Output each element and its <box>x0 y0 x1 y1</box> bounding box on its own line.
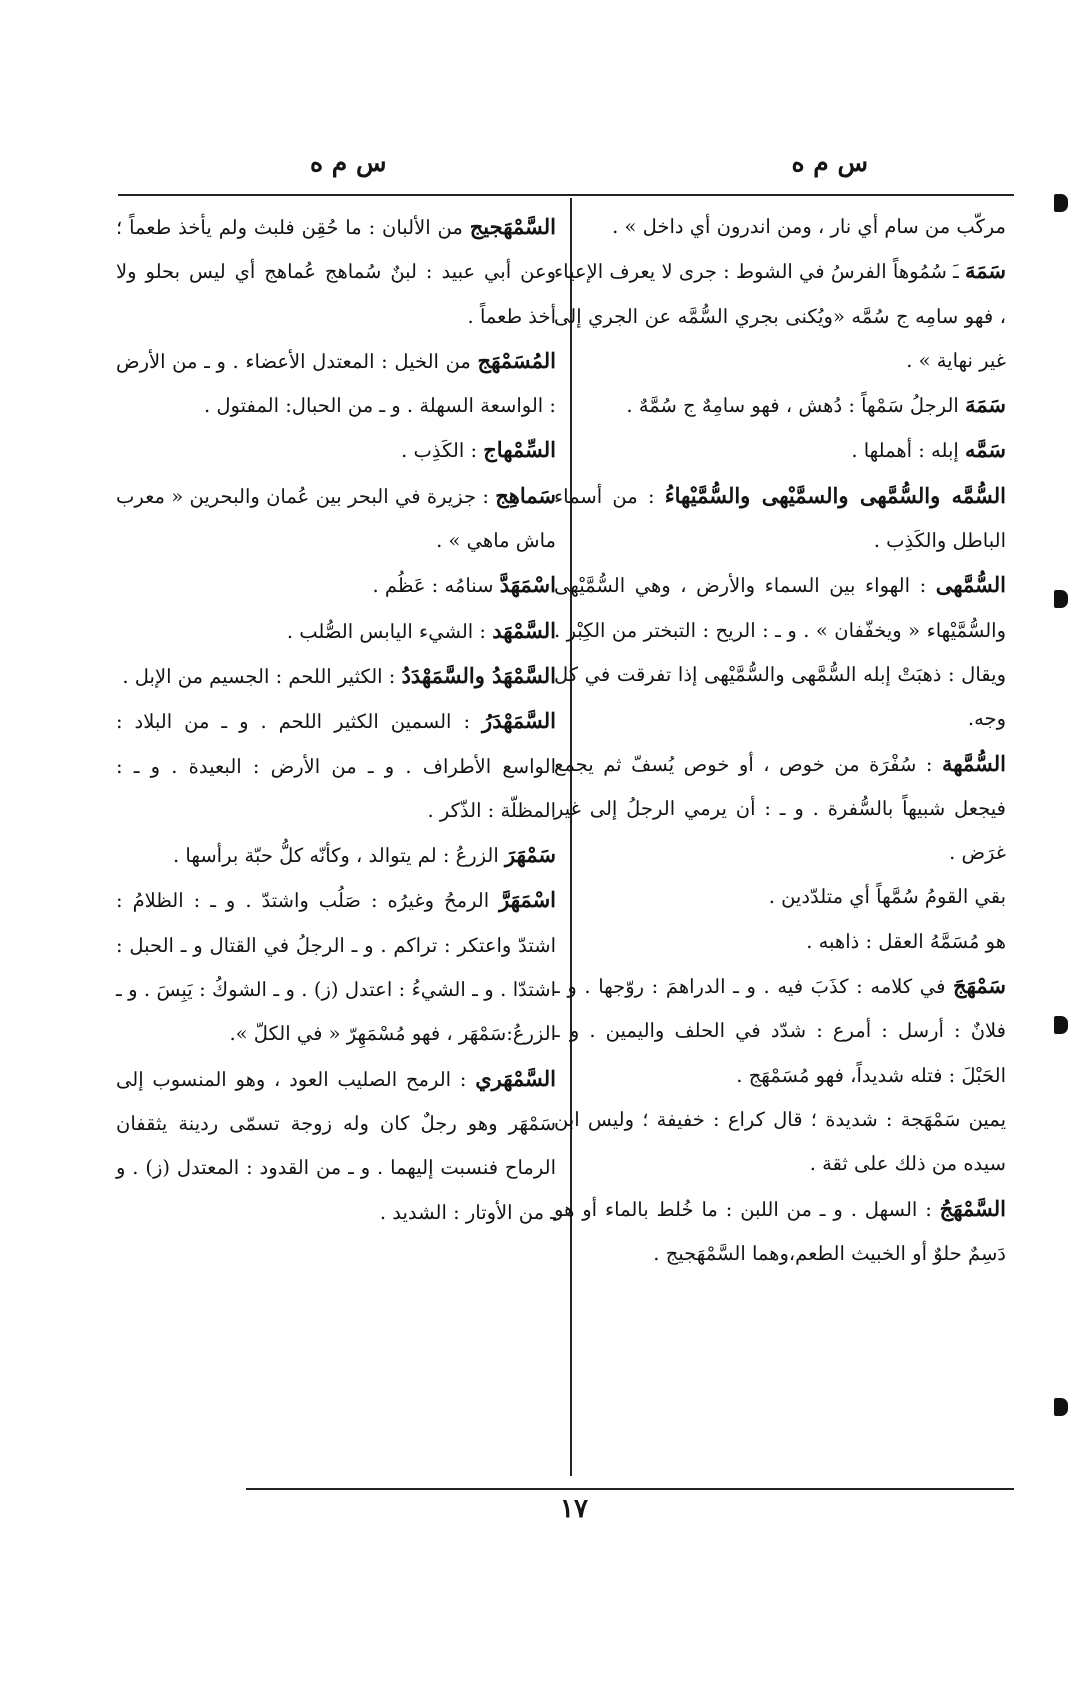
dictionary-entry <box>554 428 1006 473</box>
dictionary-entry <box>554 964 1006 1098</box>
right-column <box>554 205 1006 1276</box>
dictionary-entry <box>554 1187 1006 1277</box>
entry-headword: اسْمَهَرَّ <box>499 887 556 913</box>
entry-headword: السُّمَّهة <box>941 750 1006 776</box>
edge-tab-mark <box>1054 1016 1068 1034</box>
dictionary-entry <box>116 699 556 833</box>
entry-definition: : الكَذِب . <box>401 439 484 463</box>
dictionary-entry <box>116 609 556 654</box>
entry-headword: السَّمْهَجيج <box>469 214 556 239</box>
edge-tab-mark <box>1054 194 1068 212</box>
entry-headword: السُّمَّهى <box>935 572 1006 598</box>
footer-rule <box>246 1488 1014 1490</box>
entry-headword: سَماهِج <box>495 482 556 508</box>
entry-headword: سَمَهَ <box>965 258 1006 284</box>
dictionary-entry <box>116 205 556 339</box>
dictionary-entry <box>554 563 1006 741</box>
entry-definition: إبله : أهملها . <box>851 439 965 463</box>
dictionary-entry <box>116 339 556 429</box>
entry-headword: السَّمَهْدَرُ <box>482 708 556 734</box>
edge-tab-mark <box>1054 1398 1068 1416</box>
entry-definition: : سُفْرَة من خوص ، أو خوص يُسفّ ثم يجمع فيجعل شبيهاً بالسُّفرة . و ـ : أن يرمي الرجلُ إلى غير غرَض . <box>554 752 1006 865</box>
entry-definition: : جزيرة في البحر بين عُمان والبحرين « معرب ماش ماهي » . <box>116 484 556 553</box>
dictionary-entry <box>116 654 556 699</box>
dictionary-entry <box>554 1098 1006 1187</box>
entry-definition: : الشيء اليابس الصُّلب . <box>286 619 493 643</box>
entry-definition: : من أسماء الباطل والكَذِب . <box>554 484 1006 553</box>
running-header-left: س م ه <box>310 148 387 177</box>
entry-definition: : الرمح الصليب العود ، وهو المنسوب إلى سَمْهَر وهو رجلٌ كان وله زوجة تسمّى ردينة يثقفان الرماح فنسبت إليهما . و ـ من القدود : المعتدل (ز) . و ـ من الأوتار : الشديد . <box>116 1067 556 1224</box>
entry-definition: في كلامه : كذَبَ فيه . و ـ الدراهمَ : روّجها . و ـ فلانٌ : أرسل : أمرع : شدّد في الحلف واليمين . و ـ الحَبْلَ : فتله شديداً، فهو مُسَمْهَج . <box>554 975 1006 1087</box>
entry-headword: السَّمْهَجُ <box>939 1195 1006 1221</box>
entry-definition: هو مُسَمَّهُ العقل : ذاهبه . <box>806 929 1006 953</box>
entry-headword: سَمْهَرَ <box>504 842 556 868</box>
entry-definition: مركّب من سام أي نار ، ومن اندرون أي داخل » . <box>612 215 1006 238</box>
dictionary-entry <box>554 742 1006 876</box>
dictionary-entry <box>116 563 556 608</box>
edge-tab-mark <box>1054 590 1068 608</box>
entry-definition: : السمين الكثير اللحم . و ـ من البلاد : الواسع الأطراف . و ـ من الأرض : البعيدة . و ـ : المظلّة : الذّكر . <box>116 710 556 822</box>
dictionary-entry <box>116 1057 556 1235</box>
page-number: ١٧ <box>560 1494 588 1524</box>
entry-headword: السَّمْهَدُ والسَّمَهْدَدُ <box>401 662 556 688</box>
entry-definition: من الخيل : المعتدل الأعضاء . و ـ من الأرض : الواسعة السهلة . و ـ من الحبال: المفتول . <box>116 349 556 418</box>
dictionary-entry <box>116 878 556 1056</box>
entry-definition: يمين سَمْهَجة : شديدة ؛ قال كراع : خفيفة ؛ وليس ابن سيده من ذلك على ثقة . <box>554 1107 1006 1176</box>
entry-headword: اسْمَهَدَّ <box>499 572 556 598</box>
entry-headword: السُّمَّه والسُّمَّهى والسمَّيْهى والسُّمَّيْهاءُ <box>664 482 1006 508</box>
header-rule <box>118 194 1014 196</box>
running-header-right: س م ه <box>791 148 868 177</box>
entry-headword: السَّمْهَد <box>492 617 556 643</box>
entry-definition: ـَ سُمُوهاً الفرسُ في الشوط : جرى لا يعرف الإعياء ، فهو سامِه ج سُمَّه «ويُكنى بجري السُّمَّه عن الجري إلى غير نهاية » . <box>554 260 1006 372</box>
entry-definition: من الألبان : ما حُقِن فلبث ولم يأخذ طعماً ؛ وعن أبي عبيد : لبنٌ سُماهج عُماهج أي ليس بحلو ولا أخذ طعماً . <box>116 216 556 328</box>
dictionary-entry <box>116 474 556 564</box>
left-column <box>116 205 556 1235</box>
dictionary-entry <box>554 474 1006 564</box>
dictionary-entry <box>554 205 1006 249</box>
entry-headword: السَّمْهَري <box>475 1065 556 1091</box>
dictionary-entry <box>554 383 1006 428</box>
entry-headword: السِّمْهاج <box>483 437 556 463</box>
entry-definition: : السهل . و ـ من اللبن : ما خُلط بالماء أو هو دَسِمٌ حلوٌ أو الخبيث الطعم،وهما السَّمْهَجيج . <box>554 1197 1006 1265</box>
entry-definition: سنامُه : عَظُم . <box>372 574 500 598</box>
dictionary-entry <box>554 875 1006 919</box>
entry-headword: سَمَهَ <box>965 392 1006 418</box>
dictionary-entry <box>116 428 556 473</box>
entry-definition: الزرعُ : لم يتوالد ، وكأنّه كلُّ حبّة برأسها . <box>173 844 505 868</box>
entry-headword: المُسَمْهَج <box>477 347 556 373</box>
entry-definition: : الهواء بين السماء والأرض ، وهي السُّمَّيْهى والسُّمَّيْهاء « ويخفّفان » . و ـ : الريح : التبختر من الكِبْر . ويقال : ذهبَتْ إبله السُّمَّهى والسُّمَّيْهى إذا تفرقت في كل وجه. <box>554 574 1006 731</box>
entry-headword: سَمَّه <box>965 437 1006 463</box>
dictionary-entry <box>554 249 1006 383</box>
dictionary-entry <box>116 833 556 878</box>
entry-definition: : الكثير اللحم : الجسيم من الإبل . <box>122 664 402 688</box>
dictionary-entry <box>554 920 1006 964</box>
entry-headword: سَمْهَجَ <box>953 973 1006 999</box>
entry-definition: بقي القومُ سُمَّهاً أي متلدّدين . <box>768 885 1006 909</box>
entry-definition: الرمحُ وغيرُه : صَلُب واشتدّ . و ـ : الظلامُ : اشتدّ واعتكر : تراكم . و ـ الرجلُ في القتال و ـ الحبل : اشتدّا . و ـ الشيءُ : اعتدل (ز) . و ـ الشوكُ : يَبِسَ . و ـ الزرعُ:سَمْهَر ، فهو مُسْمَهِرّ « في الكلّ ». <box>116 889 556 1046</box>
entry-definition: الرجلُ سَمْهاً : دُهش ، فهو سامِهٌ ج سُمَّهٌ . <box>626 394 965 418</box>
